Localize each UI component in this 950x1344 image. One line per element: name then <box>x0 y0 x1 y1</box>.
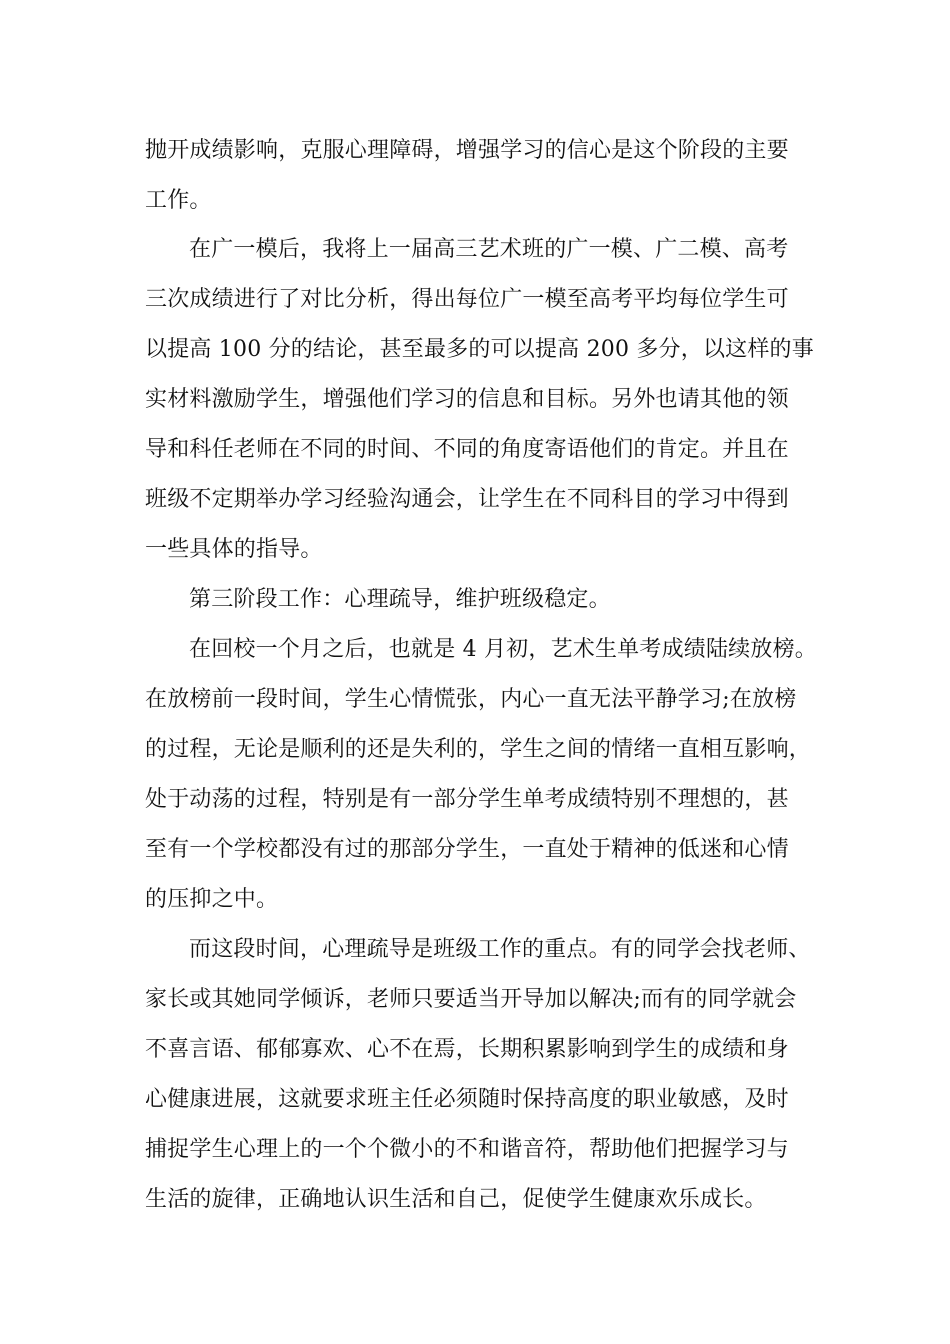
text-line: 心健康进展，这就要求班主任必须随时保持高度的职业敏感，及时 <box>145 1087 789 1112</box>
text-line: 班级不定期举办学习经验沟通会，让学生在不同科目的学习中得到 <box>145 487 789 512</box>
text-line: 的压抑之中。 <box>145 887 279 912</box>
text-line: 而这段时间，心理疏导是班级工作的重点。有的同学会找老师、 <box>189 937 811 962</box>
text-line: 不喜言语、郁郁寡欢、心不在焉，长期积累影响到学生的成绩和身 <box>145 1037 789 1062</box>
text-line: 导和科任老师在不同的时间、不同的角度寄语他们的肯定。并且在 <box>145 437 789 462</box>
text-line: 在放榜前一段时间，学生心情慌张，内心一直无法平静学习;在放榜 <box>145 687 797 712</box>
text-line: 一些具体的指导。 <box>145 537 323 562</box>
text-line: 家长或其她同学倾诉，老师只要适当开导加以解决;而有的同学就会 <box>145 987 797 1012</box>
text-line: 抛开成绩影响，克服心理障碍，增强学习的信心是这个阶段的主要 <box>145 138 789 163</box>
text-line: 在广一模后，我将上一届高三艺术班的广一模、广二模、高考 <box>189 237 789 262</box>
text-line: 生活的旋律，正确地认识生活和自己，促使学生健康欢乐成长。 <box>145 1187 767 1212</box>
text-line: 的过程，无论是顺利的还是失利的，学生之间的情绪一直相互影响， <box>145 737 812 762</box>
text-line: 至有一个学校都没有过的那部分学生，一直处于精神的低迷和心情 <box>145 837 789 862</box>
text-line: 三次成绩进行了对比分析，得出每位广一模至高考平均每位学生可 <box>145 287 789 312</box>
text-line: 以提高 100 分的结论，甚至最多的可以提高 200 多分，以这样的事 <box>145 337 814 362</box>
text-line: 在回校一个月之后，也就是 4 月初，艺术生单考成绩陆续放榜。 <box>189 637 817 662</box>
text-line: 工作。 <box>145 188 212 213</box>
text-line: 捕捉学生心理上的一个个微小的不和谐音符，帮助他们把握学习与 <box>145 1137 789 1162</box>
text-line: 实材料激励学生，增强他们学习的信息和目标。另外也请其他的领 <box>145 387 789 412</box>
text-line: 处于动荡的过程，特别是有一部分学生单考成绩特别不理想的，甚 <box>145 787 789 812</box>
section-heading: 第三阶段工作：心理疏导，维护班级稳定。 <box>189 587 611 612</box>
